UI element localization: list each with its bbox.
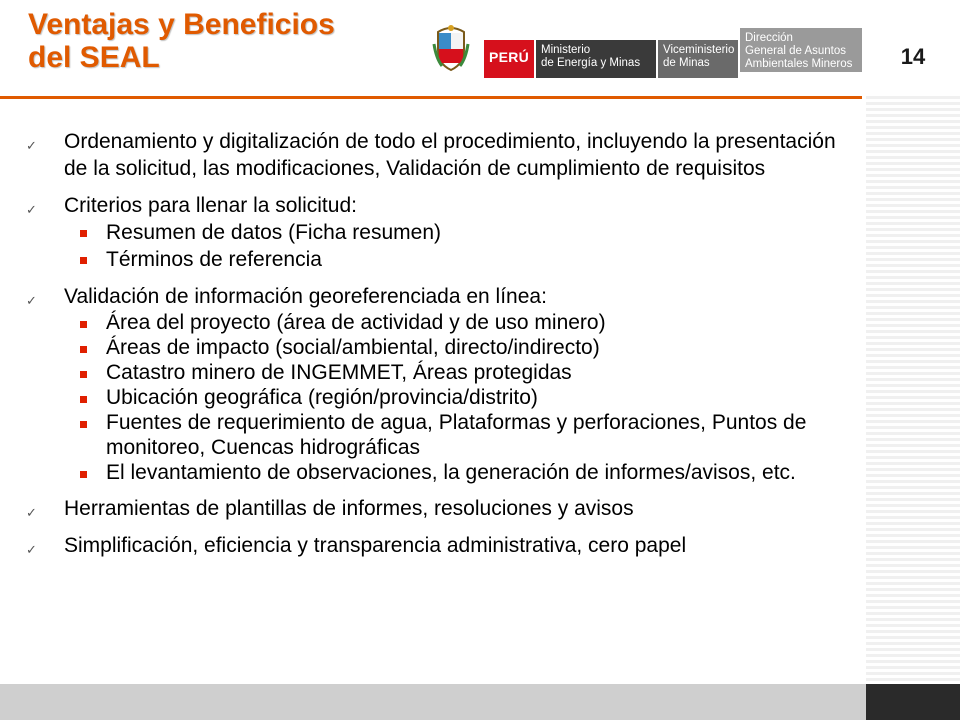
square-bullet-icon <box>80 421 87 428</box>
sub-item-text: Ubicación geográfica (región/provincia/distrito) <box>106 386 538 409</box>
sub-item-text: Fuentes de requerimiento de agua, Plataformas y perforaciones, Puntos de monitoreo, Cuencas hidrográficas <box>106 411 807 459</box>
checkmark-icon: ✓ <box>26 542 37 557</box>
item-text: Simplificación, eficiencia y transparencia administrativa, cero papel <box>64 534 687 557</box>
ministry-line1: Ministerio <box>541 44 591 56</box>
sub-item <box>24 335 860 360</box>
viceministry-logo <box>658 40 738 78</box>
slide-title-line2: del SEAL <box>28 41 160 74</box>
direction-line1: Dirección <box>745 32 793 44</box>
sub-list <box>24 219 860 273</box>
bullet-item <box>24 128 860 182</box>
direction-logo <box>740 28 862 72</box>
square-bullet-icon <box>80 371 87 378</box>
sub-item <box>24 246 860 273</box>
item-text: Ordenamiento y digitalización de todo el procedimiento, incluyendo la presentación de la solicitud, las modificaciones, Validación de cumplimiento de requisitos <box>64 130 836 180</box>
footer-bar <box>0 684 866 720</box>
direction-line3: Ambientales Mineros <box>745 58 853 70</box>
side-decoration <box>866 96 960 684</box>
footer-corner <box>866 684 960 720</box>
bullet-item <box>24 192 860 273</box>
sub-item <box>24 410 860 460</box>
sub-item <box>24 219 860 246</box>
ministry-logo <box>536 40 656 78</box>
item-text: Herramientas de plantillas de informes, resoluciones y avisos <box>64 497 634 520</box>
sub-item-text: Resumen de datos (Ficha resumen) <box>106 221 441 244</box>
sub-item-text: Área del proyecto (área de actividad y de uso minero) <box>106 311 606 334</box>
ministry-line2: de Energía y Minas <box>541 57 641 69</box>
square-bullet-icon <box>80 471 87 478</box>
checkmark-icon: ✓ <box>26 138 37 153</box>
square-bullet-icon <box>80 321 87 328</box>
square-bullet-icon <box>80 257 87 264</box>
slide-content <box>24 128 860 569</box>
peru-logo <box>484 40 534 78</box>
sub-item-text: Áreas de impacto (social/ambiental, directo/indirecto) <box>106 336 600 359</box>
sub-item-text: Términos de referencia <box>106 248 322 271</box>
sub-item <box>24 460 860 485</box>
sub-item <box>24 360 860 385</box>
slide-title-line1: Ventajas y Beneficios <box>28 8 335 41</box>
checkmark-icon: ✓ <box>26 505 37 520</box>
header-logos <box>432 22 864 78</box>
bullet-item <box>24 495 860 522</box>
vice-line2: de Minas <box>663 57 710 69</box>
item-text: Criterios para llenar la solicitud: <box>64 194 357 217</box>
square-bullet-icon <box>80 230 87 237</box>
sub-item-text: Catastro minero de INGEMMET, Áreas protegidas <box>106 361 572 384</box>
bullet-item <box>24 532 860 559</box>
direction-line2: General de Asuntos <box>745 45 847 57</box>
slide-title <box>28 8 428 74</box>
square-bullet-icon <box>80 346 87 353</box>
peru-logo-text: PERÚ <box>489 49 530 65</box>
checkmark-icon: ✓ <box>26 293 37 308</box>
bullet-item <box>24 283 860 485</box>
page-number: 14 <box>900 44 926 69</box>
vice-line1: Viceministerio <box>663 44 735 56</box>
sub-item-text: El levantamiento de observaciones, la generación de informes/avisos, etc. <box>106 461 796 484</box>
peru-coat-of-arms-icon <box>432 24 470 72</box>
checkmark-icon: ✓ <box>26 202 37 217</box>
sub-item <box>24 385 860 410</box>
sub-item <box>24 310 860 335</box>
header-divider <box>0 96 862 99</box>
sub-list <box>24 310 860 485</box>
square-bullet-icon <box>80 396 87 403</box>
item-text: Validación de información georeferenciada en línea: <box>64 285 547 308</box>
